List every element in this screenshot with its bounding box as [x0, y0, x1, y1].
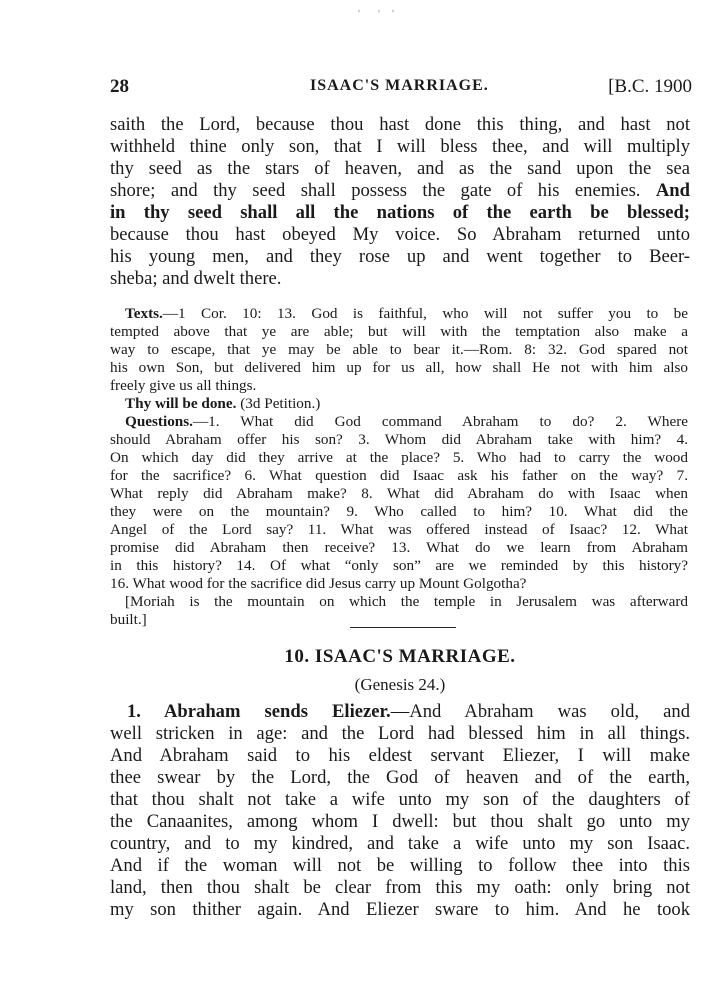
questions-line: should Abraham offer his son? 3. Whom did Abraham take with him? 4. [110, 431, 688, 448]
section-line: thee swear by the Lord, the God of heaven and of the earth, [110, 767, 690, 788]
passage-line: saith the Lord, because thou hast done this thing, and hast not [110, 114, 690, 135]
questions-line: for the sacrifice? 6. What question did Isaac ask his father on the way? 7. [110, 467, 688, 484]
questions-line: they were on the mountain? 9. Who called to him? 10. What did the [110, 503, 688, 520]
questions-text: —1. What did God command Abraham to do? 2. Where [192, 413, 688, 430]
section-line: that thou shalt not take a wife unto my son of the daughters of [110, 789, 690, 810]
texts-label: Texts. [125, 305, 163, 322]
questions-line: 16. What wood for the sacrifice did Jesus carry up Mount Golgotha? [110, 575, 527, 592]
questions-line: Angel of the Lord say? 11. What was offered instead of Isaac? 12. What [110, 521, 688, 538]
passage-line: withheld thine only son, that I will bless thee, and will multiply [110, 136, 690, 157]
scan-mark: ' [358, 8, 360, 20]
passage-emphasis: And [655, 180, 690, 201]
texts-text: —1 Cor. 10: 13. God is faithful, who will not suffer you to be [162, 305, 688, 322]
passage-text: shore; and thy seed shall possess the gate of his enemies. [110, 180, 641, 201]
questions-line: in this history? 14. Of what “only son” are we reminded by this history? [110, 557, 688, 574]
scan-mark: ' [392, 8, 394, 20]
texts-line: freely give us all things. [110, 377, 257, 394]
petition-line [125, 395, 688, 413]
section-line: And Abraham said to his eldest servant Eliezer, I will make [110, 745, 690, 766]
note-line: [Moriah is the mountain on which the temple in Jerusalem was afterward [125, 593, 688, 610]
page-number: 28 [110, 76, 129, 97]
questions-line [125, 413, 688, 431]
questions-line: promise did Abraham then receive? 13. What do we learn from Abraham [110, 539, 688, 556]
questions-line: On which day did they arrive at the place? 5. Who had to carry the wood [110, 449, 688, 466]
passage-line [110, 180, 690, 202]
passage-line: his young men, and they rose up and went together to Beer- [110, 246, 690, 267]
section-line: my son thither again. And Eliezer sware to him. And he took [110, 899, 690, 920]
texts-line: his own Son, but delivered him up for us all, how shall He not with him also [110, 359, 688, 376]
section-text: —And Abraham was old, and [390, 701, 690, 722]
section-line: the Canaanites, among whom I dwell: but thou shalt go unto my [110, 811, 690, 832]
texts-line: tempted above that ye are able; but will with the temptation also make a [110, 323, 688, 340]
section-line [127, 701, 690, 723]
note-line: built.] [110, 611, 147, 628]
texts-line [125, 305, 688, 323]
running-title: ISAAC'S MARRIAGE. [310, 77, 489, 94]
page-header [110, 76, 692, 102]
section-line: well stricken in age: and the Lord had blessed him in all things. [110, 723, 690, 744]
section-divider [350, 627, 456, 628]
section-line: And if the woman will not be willing to follow thee into this [110, 855, 690, 876]
section-line: country, and to my kindred, and take a wife unto my son Isaac. [110, 833, 690, 854]
scripture-reference: (Genesis 24.) [354, 675, 446, 694]
questions-label: Questions. [125, 413, 193, 430]
section-heading: 10. ISAAC'S MARRIAGE. [284, 646, 516, 667]
scan-mark: ' [378, 8, 380, 20]
header-date: [B.C. 1900 [608, 76, 692, 97]
petition-label: Thy will be done. [125, 395, 237, 412]
section-line: land, then thou shalt be clear from this my oath: only bring not [110, 877, 690, 898]
petition-text: (3d Petition.) [240, 395, 321, 412]
paragraph-heading: 1. Abraham sends Eliezer. [127, 701, 391, 722]
questions-line: What reply did Abraham make? 8. What did Abraham do with Isaac when [110, 485, 688, 502]
passage-line: sheba; and dwelt there. [110, 268, 282, 289]
passage-emphasis-line: in thy seed shall all the nations of the earth be blessed; [110, 202, 690, 223]
passage-line: because thou hast obeyed My voice. So Abraham returned unto [110, 224, 690, 245]
passage-line: thy seed as the stars of heaven, and as the sand upon the sea [110, 158, 690, 179]
texts-line: way to escape, that ye may be able to bear it.—Rom. 8: 32. God spared not [110, 341, 688, 358]
